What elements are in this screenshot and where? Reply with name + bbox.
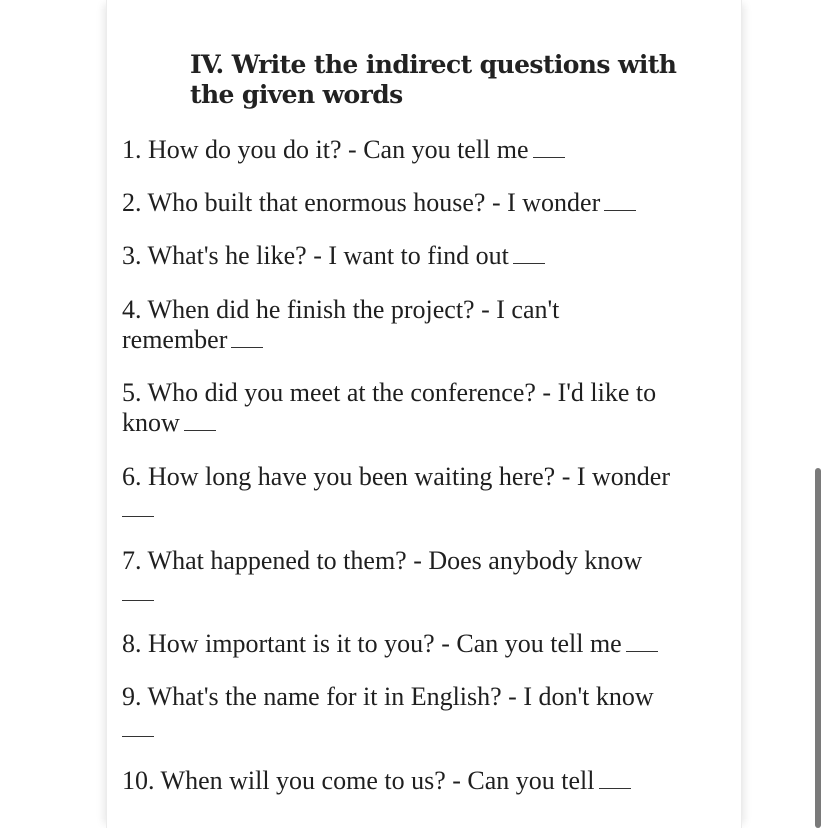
question-item-7 [122,546,712,601]
question-text: 2. Who built that enormous house? - I wonder [122,188,601,217]
answer-blank [122,584,154,601]
question-item-9 [122,682,712,737]
question-item-10 [122,766,712,796]
question-item-3 [122,241,712,271]
answer-blank [604,190,636,211]
question-text: 6. How long have you been waiting here? - I wonder [122,462,670,491]
question-item-8 [122,629,712,659]
answer-blank [231,327,263,348]
question-text: 8. How important is it to you? - Can you tell me [122,629,622,658]
answer-blank [513,243,545,264]
answer-blank [184,410,216,431]
question-text: 10. When will you come to us? - Can you tell [122,766,595,795]
answer-blank [533,137,565,158]
question-item-4 [122,295,602,355]
question-item-2 [122,188,712,218]
question-item-1 [122,135,712,165]
answer-blank [626,631,658,652]
question-text: 7. What happened to them? - Does anybody know [122,546,643,575]
question-text: 3. What's he like? - I want to find out [122,241,509,270]
answer-blank [122,720,154,737]
exercise-heading: IV. Write the indirect questions with the given words [190,50,677,109]
question-text: 5. Who did you meet at the conference? - I'd like to know [122,378,657,437]
worksheet-page [106,0,742,828]
question-item-6 [122,462,712,517]
answer-blank [122,500,154,517]
answer-blank [599,768,631,789]
question-text: 1. How do you do it? - Can you tell me [122,135,529,164]
question-text: 9. What's the name for it in English? - I don't know [122,682,654,711]
question-item-5 [122,378,697,438]
question-text: 4. When did he finish the project? - I can't remember [122,295,560,354]
scrollbar-thumb[interactable] [815,468,821,828]
